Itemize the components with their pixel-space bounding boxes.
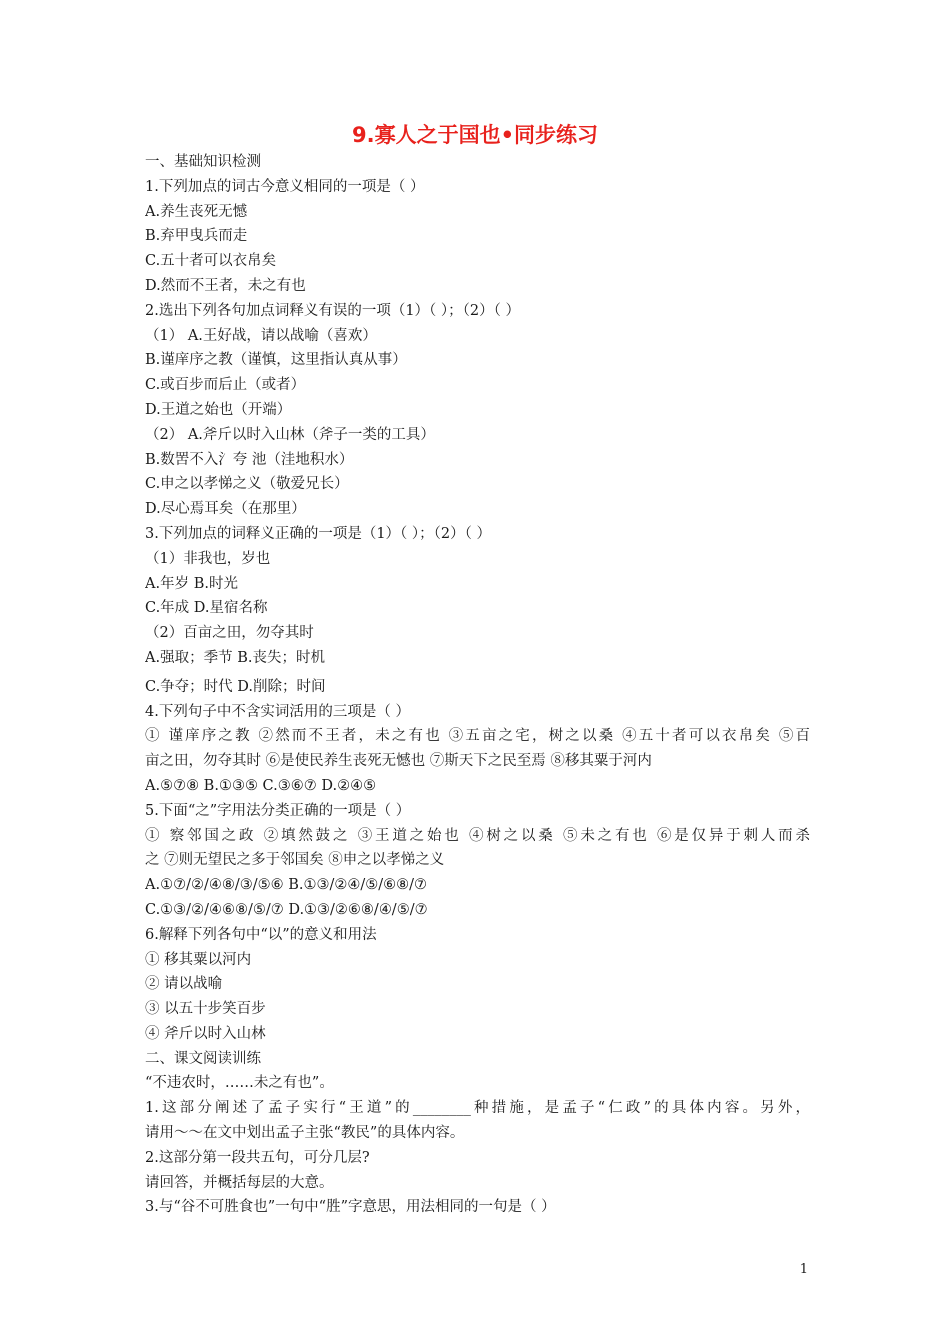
option-line: A.①⑦/②/④⑧/③/⑤⑥ B.①③/②④/⑤/⑥⑧/⑦ bbox=[145, 877, 428, 894]
option-line: C.①③/②/④⑥⑧/⑤/⑦ D.①③/②⑥⑧/④/⑤/⑦ bbox=[145, 901, 428, 918]
option-line: A.强取；季节 B.丧失；时机 bbox=[145, 649, 325, 666]
sentence-line: ③ 以五十步笑百步 bbox=[145, 1001, 266, 1018]
question-line: 请用～～在文中划出孟子主张“教民”的具体内容。 bbox=[145, 1125, 465, 1142]
option-line: C.申之以孝悌之义（敬爱兄长） bbox=[145, 476, 349, 493]
sentence-list-line: ① 察邻国之政 ②填然鼓之 ③王道之始也 ④树之以桑 ⑤未之有也 ⑥是仅异于刺人而杀 bbox=[145, 827, 810, 844]
sentence-line: ① 移其粟以河内 bbox=[145, 951, 252, 968]
page-number: 1 bbox=[799, 1262, 808, 1277]
sentence-list-line: 亩之田，勿夺其时 ⑥是使民养生丧死无憾也 ⑦斯天下之民至焉 ⑧移其粟于河内 bbox=[145, 753, 652, 770]
option-line: （1） A.王好战，请以战喻（喜欢） bbox=[145, 327, 377, 344]
question-line: 3.下列加点的词释义正确的一项是（1）（ ）；（2）（ ） bbox=[145, 525, 492, 542]
option-line: C.年成 D.星宿名称 bbox=[145, 600, 268, 617]
document-body bbox=[145, 150, 810, 1220]
question-line: 2.选出下列各句加点词释义有误的一项（1）（ ）；（2）（ ） bbox=[145, 302, 521, 319]
option-line: （2）百亩之田，勿夺其时 bbox=[145, 625, 314, 642]
question-line: 1.下列加点的词古今意义相同的一项是（ ） bbox=[145, 178, 425, 195]
option-line: A.年岁 B.时光 bbox=[145, 575, 238, 592]
option-line: B.弃甲曳兵而走 bbox=[145, 228, 248, 245]
sentence-line: ④ 斧斤以时入山林 bbox=[145, 1025, 266, 1042]
option-line: C.或百步而后止（或者） bbox=[145, 377, 306, 394]
sentence-list-line: ① 谨庠序之教 ②然而不王者，未之有也 ③五亩之宅，树之以桑 ④五十者可以衣帛矣 ⑤百 bbox=[145, 728, 810, 745]
option-line: C.五十者可以衣帛矣 bbox=[145, 253, 277, 270]
section-heading: 二、课文阅读训练 bbox=[145, 1050, 261, 1067]
option-line: C.争夺；时代 D.削除；时间 bbox=[145, 678, 326, 695]
sentence-list-line: 之 ⑦则无望民之多于邻国矣 ⑧申之以孝悌之义 bbox=[145, 852, 445, 869]
question-line: 4.下列句子中不含实词活用的三项是（ ） bbox=[145, 703, 410, 720]
option-line: D.尽心焉耳矣（在那里） bbox=[145, 501, 306, 518]
question-line: 3.与“谷不可胜食也”一句中“胜”字意思，用法相同的一句是（ ） bbox=[145, 1199, 556, 1216]
option-line: （1）非我也，岁也 bbox=[145, 550, 271, 567]
question-line: 请回答，并概括每层的大意。 bbox=[145, 1174, 334, 1191]
passage-excerpt: “不违农时，……未之有也”。 bbox=[145, 1075, 334, 1092]
option-line: D.王道之始也（开端） bbox=[145, 401, 292, 418]
option-line: B.数罟不入氵夸 池（洼地积水） bbox=[145, 451, 354, 468]
document-title: 9.寡人之于国也•同步练习 bbox=[351, 123, 598, 147]
option-line: D.然而不王者，未之有也 bbox=[145, 277, 306, 294]
question-line: 6.解释下列各句中“以”的意义和用法 bbox=[145, 926, 377, 943]
sentence-line: ② 请以战喻 bbox=[145, 976, 223, 993]
question-line: 5.下面“之”字用法分类正确的一项是（ ） bbox=[145, 802, 411, 819]
option-line: （2） A.斧斤以时入山林（斧子一类的工具） bbox=[145, 426, 435, 443]
section-heading: 一、基础知识检测 bbox=[145, 154, 261, 170]
option-line: A.⑤⑦⑧ B.①③⑤ C.③⑥⑦ D.②④⑤ bbox=[145, 777, 377, 794]
question-line: 2.这部分第一段共五句，可分几层? bbox=[145, 1149, 370, 1166]
question-line: 1.这部分阐述了孟子实行“王道”的________种措施，是孟子“仁政”的具体内容。另外， bbox=[145, 1100, 810, 1117]
option-line: A.养生丧死无憾 bbox=[145, 203, 248, 220]
option-line: B.谨庠序之教（谨慎，这里指认真从事） bbox=[145, 352, 407, 369]
